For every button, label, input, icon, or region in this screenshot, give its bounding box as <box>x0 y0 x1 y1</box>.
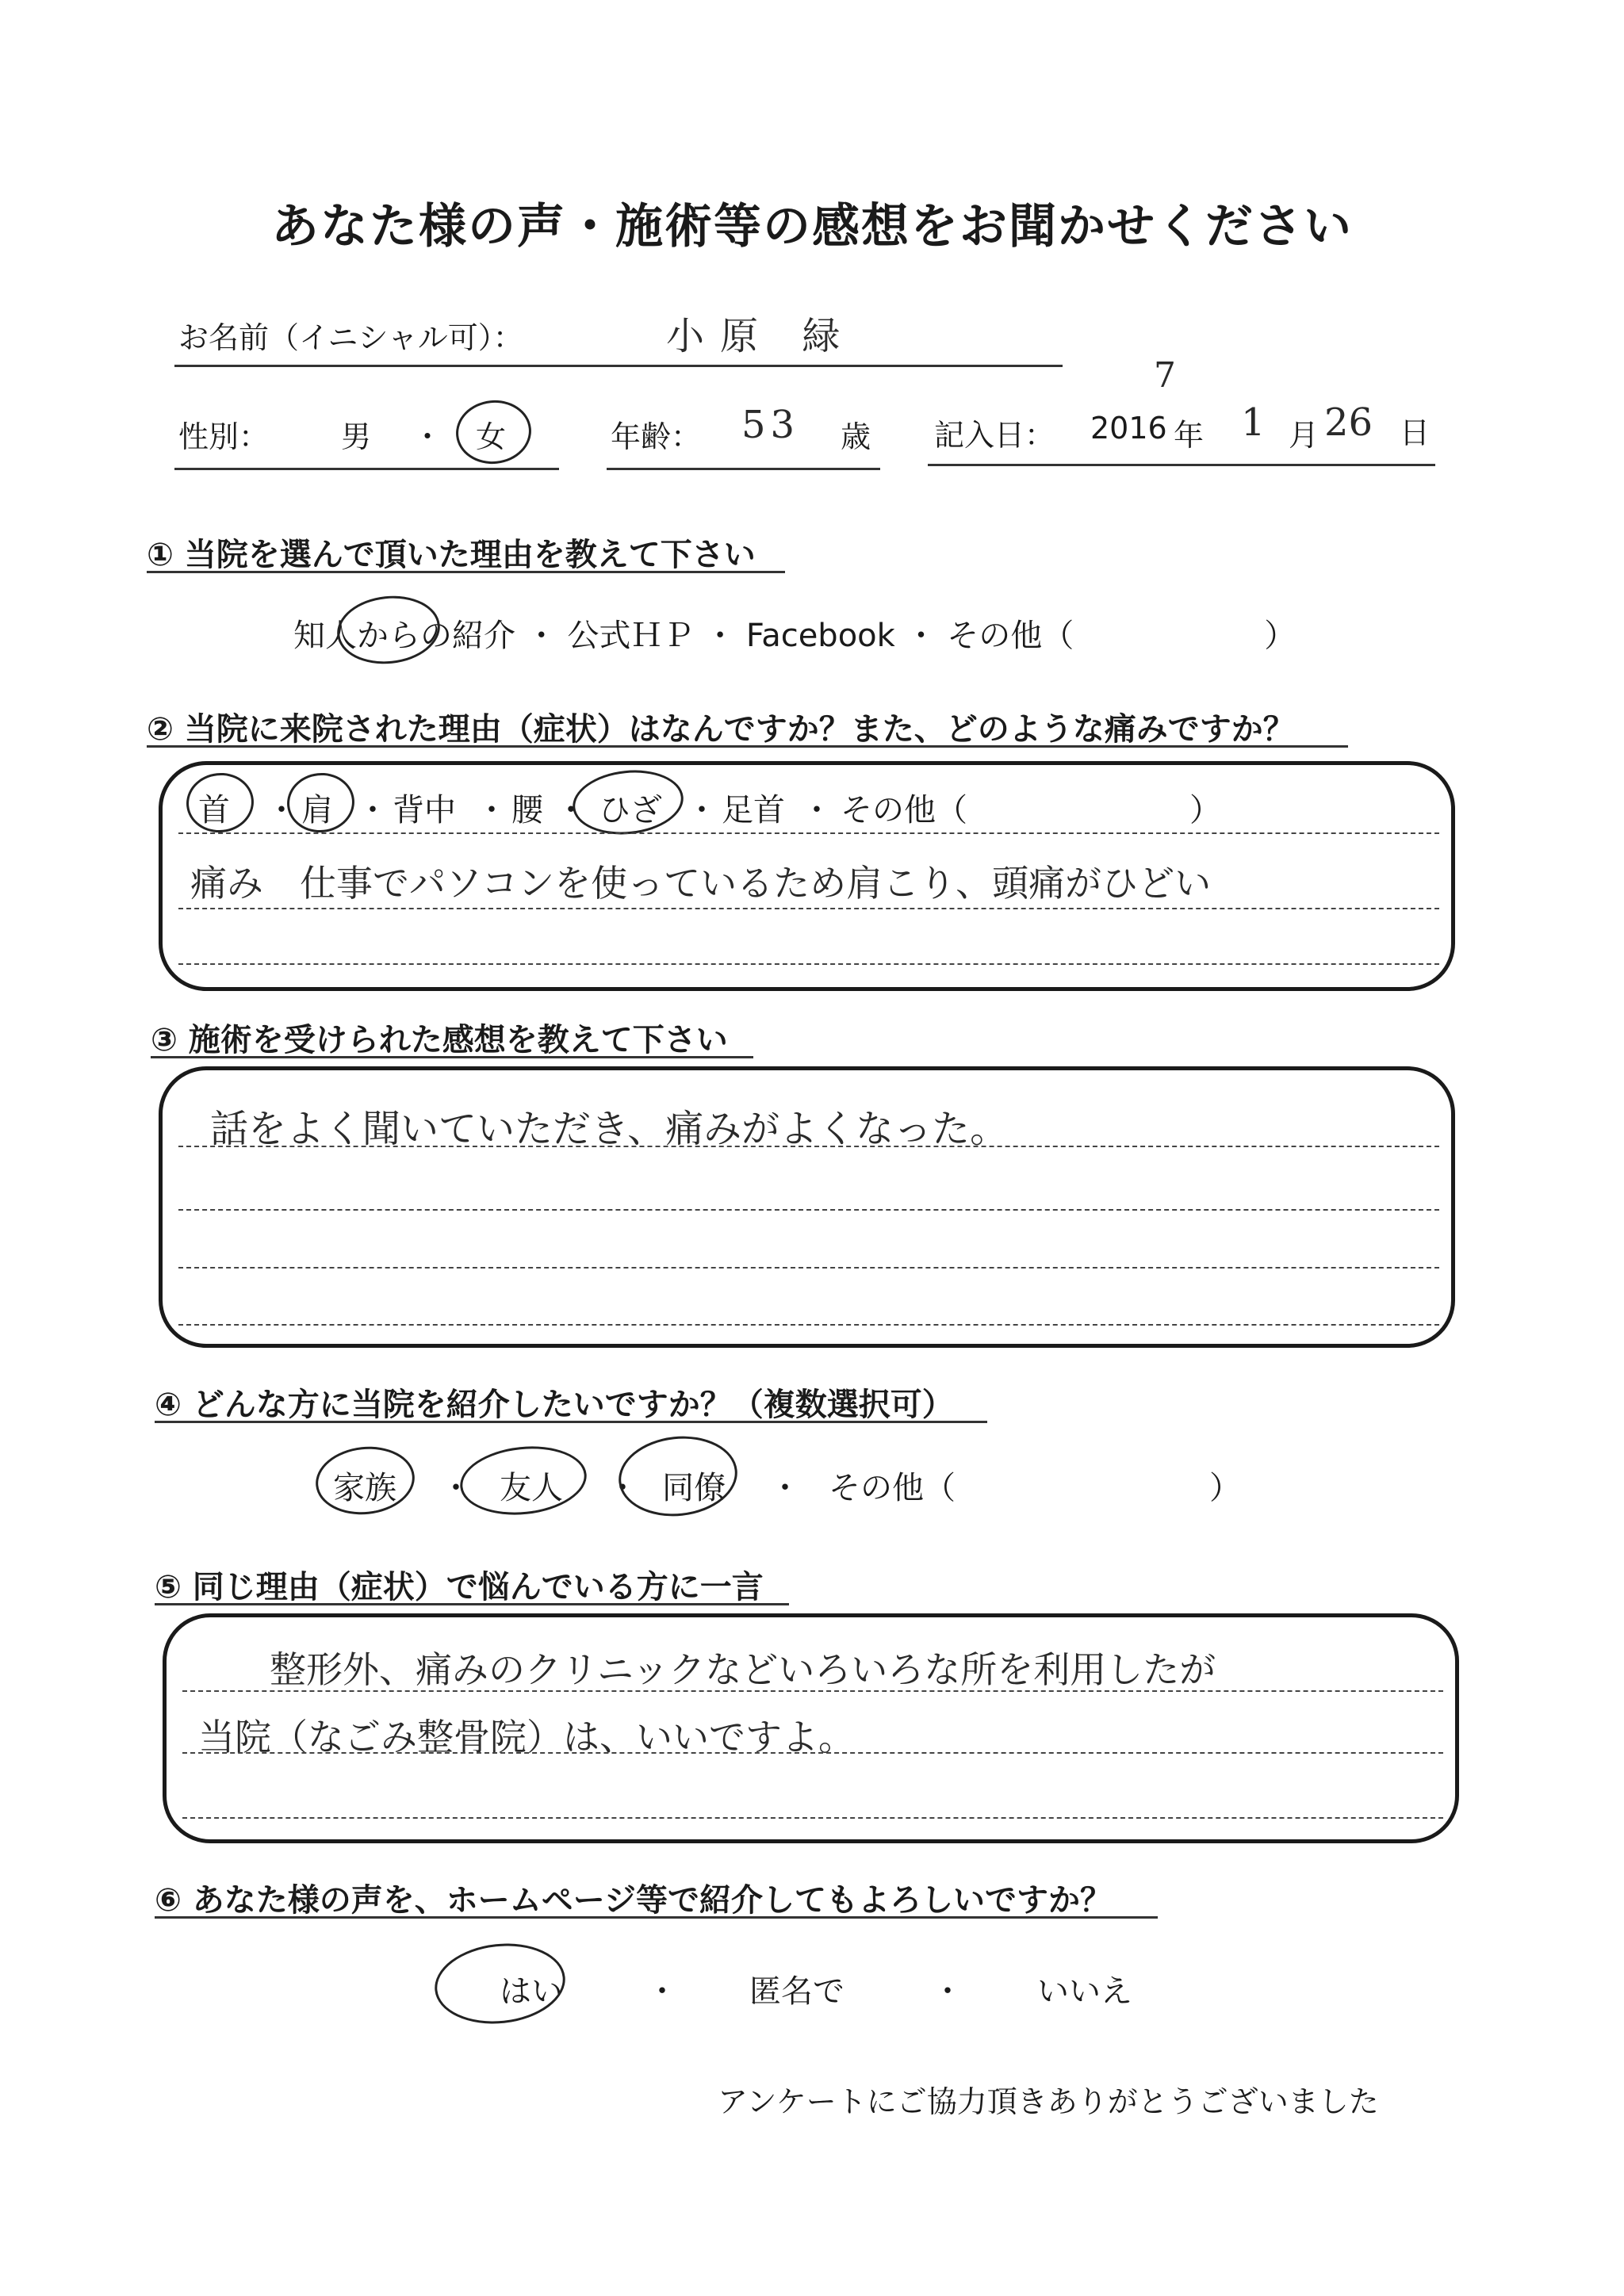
date-year-prefix: 2016 <box>1090 411 1167 446</box>
q5-dash-line-3 <box>182 1817 1443 1819</box>
name-label: お名前（イニシャル可）： <box>178 320 523 355</box>
q3-heading: ③ 施術を受けられた感想を教えて下さい <box>151 1022 728 1058</box>
q2-opt-other: その他（ ） <box>841 792 1221 828</box>
q3-dash-line-2 <box>178 1209 1439 1211</box>
q2-dash-line-3 <box>178 963 1439 965</box>
q2-opt-shoulder: 肩 <box>301 792 333 828</box>
q2-sep-6: ・ <box>801 792 833 828</box>
gender-underline <box>174 468 559 470</box>
q4-sep-2: ・ <box>607 1470 638 1506</box>
date-year-unit: 年 <box>1174 418 1205 453</box>
q1-options: 知人からの紹介 ・ 公式ＨＰ ・ Facebook ・ その他（ ） <box>293 618 1297 654</box>
q2-opt-ankle: 足首 <box>722 792 785 828</box>
date-month-unit: 月 <box>1289 418 1320 453</box>
age-underline <box>607 468 880 470</box>
q2-sep-3: ・ <box>476 792 508 828</box>
q2-opt-neck: 首 <box>198 792 230 828</box>
q4-heading-underline <box>155 1421 987 1423</box>
q2-sep-5: ・ <box>686 792 718 828</box>
q6-yes-circle-mark <box>431 1938 569 2030</box>
age-label: 年齢： <box>611 419 702 454</box>
q4-opt-family: 家族 <box>333 1470 396 1506</box>
q5-heading-underline <box>155 1603 789 1605</box>
q1-heading-underline <box>147 571 785 573</box>
date-day-unit: 日 <box>1400 415 1431 450</box>
gender-female-circle-mark <box>453 396 534 467</box>
date-day: 26 <box>1324 400 1373 445</box>
q6-opt-yes: はい <box>500 1973 563 2010</box>
gender-separator: ・ <box>412 419 443 454</box>
q3-heading-underline <box>151 1056 753 1058</box>
age-value: 53 <box>741 403 800 447</box>
q4-friend-circle-mark <box>457 1441 590 1521</box>
name-underline <box>174 365 1063 367</box>
q4-sep-1: ・ <box>440 1470 472 1506</box>
q2-sep-1: ・ <box>266 792 297 828</box>
q2-answer: 痛み 仕事でパソコンを使っているため肩こり、頭痛がひどい <box>190 862 1212 905</box>
date-month: 1 <box>1241 400 1266 445</box>
q2-opt-waist: 腰 <box>511 792 543 828</box>
date-underline <box>928 464 1435 466</box>
date-year-correction: 7 <box>1154 355 1176 396</box>
q6-sep-1: ・ <box>646 1973 678 2010</box>
q1-heading: ① 当院を選んで頂いた理由を教えて下さい <box>147 537 756 573</box>
q4-opt-other: その他（ ） <box>829 1470 1241 1506</box>
q2-heading: ② 当院に来院された理由（症状）はなんですか？また、どのような痛みですか？ <box>147 711 1295 748</box>
gender-label: 性別： <box>178 419 270 454</box>
q3-dash-line-1 <box>178 1146 1439 1147</box>
q1-selected-circle-mark <box>334 591 443 668</box>
q5-heading: ⑤ 同じ理由（症状）で悩んでいる方に一言 <box>155 1569 764 1605</box>
page-title: あなた様の声・施術等の感想をお聞かせください <box>271 199 1353 254</box>
q2-dash-line-2 <box>178 908 1439 909</box>
q4-opt-colleague: 同僚 <box>662 1470 726 1506</box>
q5-dash-line-2 <box>182 1752 1443 1754</box>
q5-answer-line-2: 当院（なごみ整骨院）は、いいですよ。 <box>198 1716 855 1758</box>
q6-heading-underline <box>155 1916 1158 1919</box>
q5-dash-line-1 <box>182 1690 1443 1692</box>
q3-dash-line-4 <box>178 1324 1439 1326</box>
q2-sep-2: ・ <box>357 792 389 828</box>
gender-male: 男 <box>341 419 372 454</box>
date-label: 記入日： <box>934 418 1055 453</box>
q2-dash-line-1 <box>178 832 1439 834</box>
thank-you-footer: アンケートにご協力頂きありがとうございました <box>718 2084 1379 2119</box>
q2-heading-underline <box>147 745 1348 748</box>
q4-opt-friend: 友人 <box>500 1470 563 1506</box>
q2-opt-back: 背中 <box>393 792 456 828</box>
q4-colleague-circle-mark <box>615 1430 741 1521</box>
q4-heading: ④ どんな方に当院を紹介したいですか？（複数選択可） <box>155 1387 954 1423</box>
q2-opt-knee: ひざ <box>599 792 662 828</box>
q4-family-circle-mark <box>312 1442 418 1520</box>
q4-sep-3: ・ <box>769 1470 801 1506</box>
q3-answer: 話をよく聞いていただき、痛みがよくなった。 <box>210 1107 1009 1151</box>
q5-answer-line-1: 整形外、痛みのクリニックなどいろいろな所を利用したが <box>270 1648 1216 1691</box>
q6-opt-anonymous: 匿名で <box>749 1973 845 2010</box>
age-unit: 歳 <box>841 419 871 454</box>
q6-sep-2: ・ <box>932 1973 963 2010</box>
gender-female: 女 <box>476 419 507 454</box>
q2-sep-4: ・ <box>555 792 587 828</box>
q3-dash-line-3 <box>178 1267 1439 1269</box>
name-value: 小原 緑 <box>666 314 856 358</box>
q6-opt-no: いいえ <box>1037 1973 1132 2010</box>
q6-heading: ⑥ あなた様の声を、ホームページ等で紹介してもよろしいですか？ <box>155 1882 1112 1919</box>
